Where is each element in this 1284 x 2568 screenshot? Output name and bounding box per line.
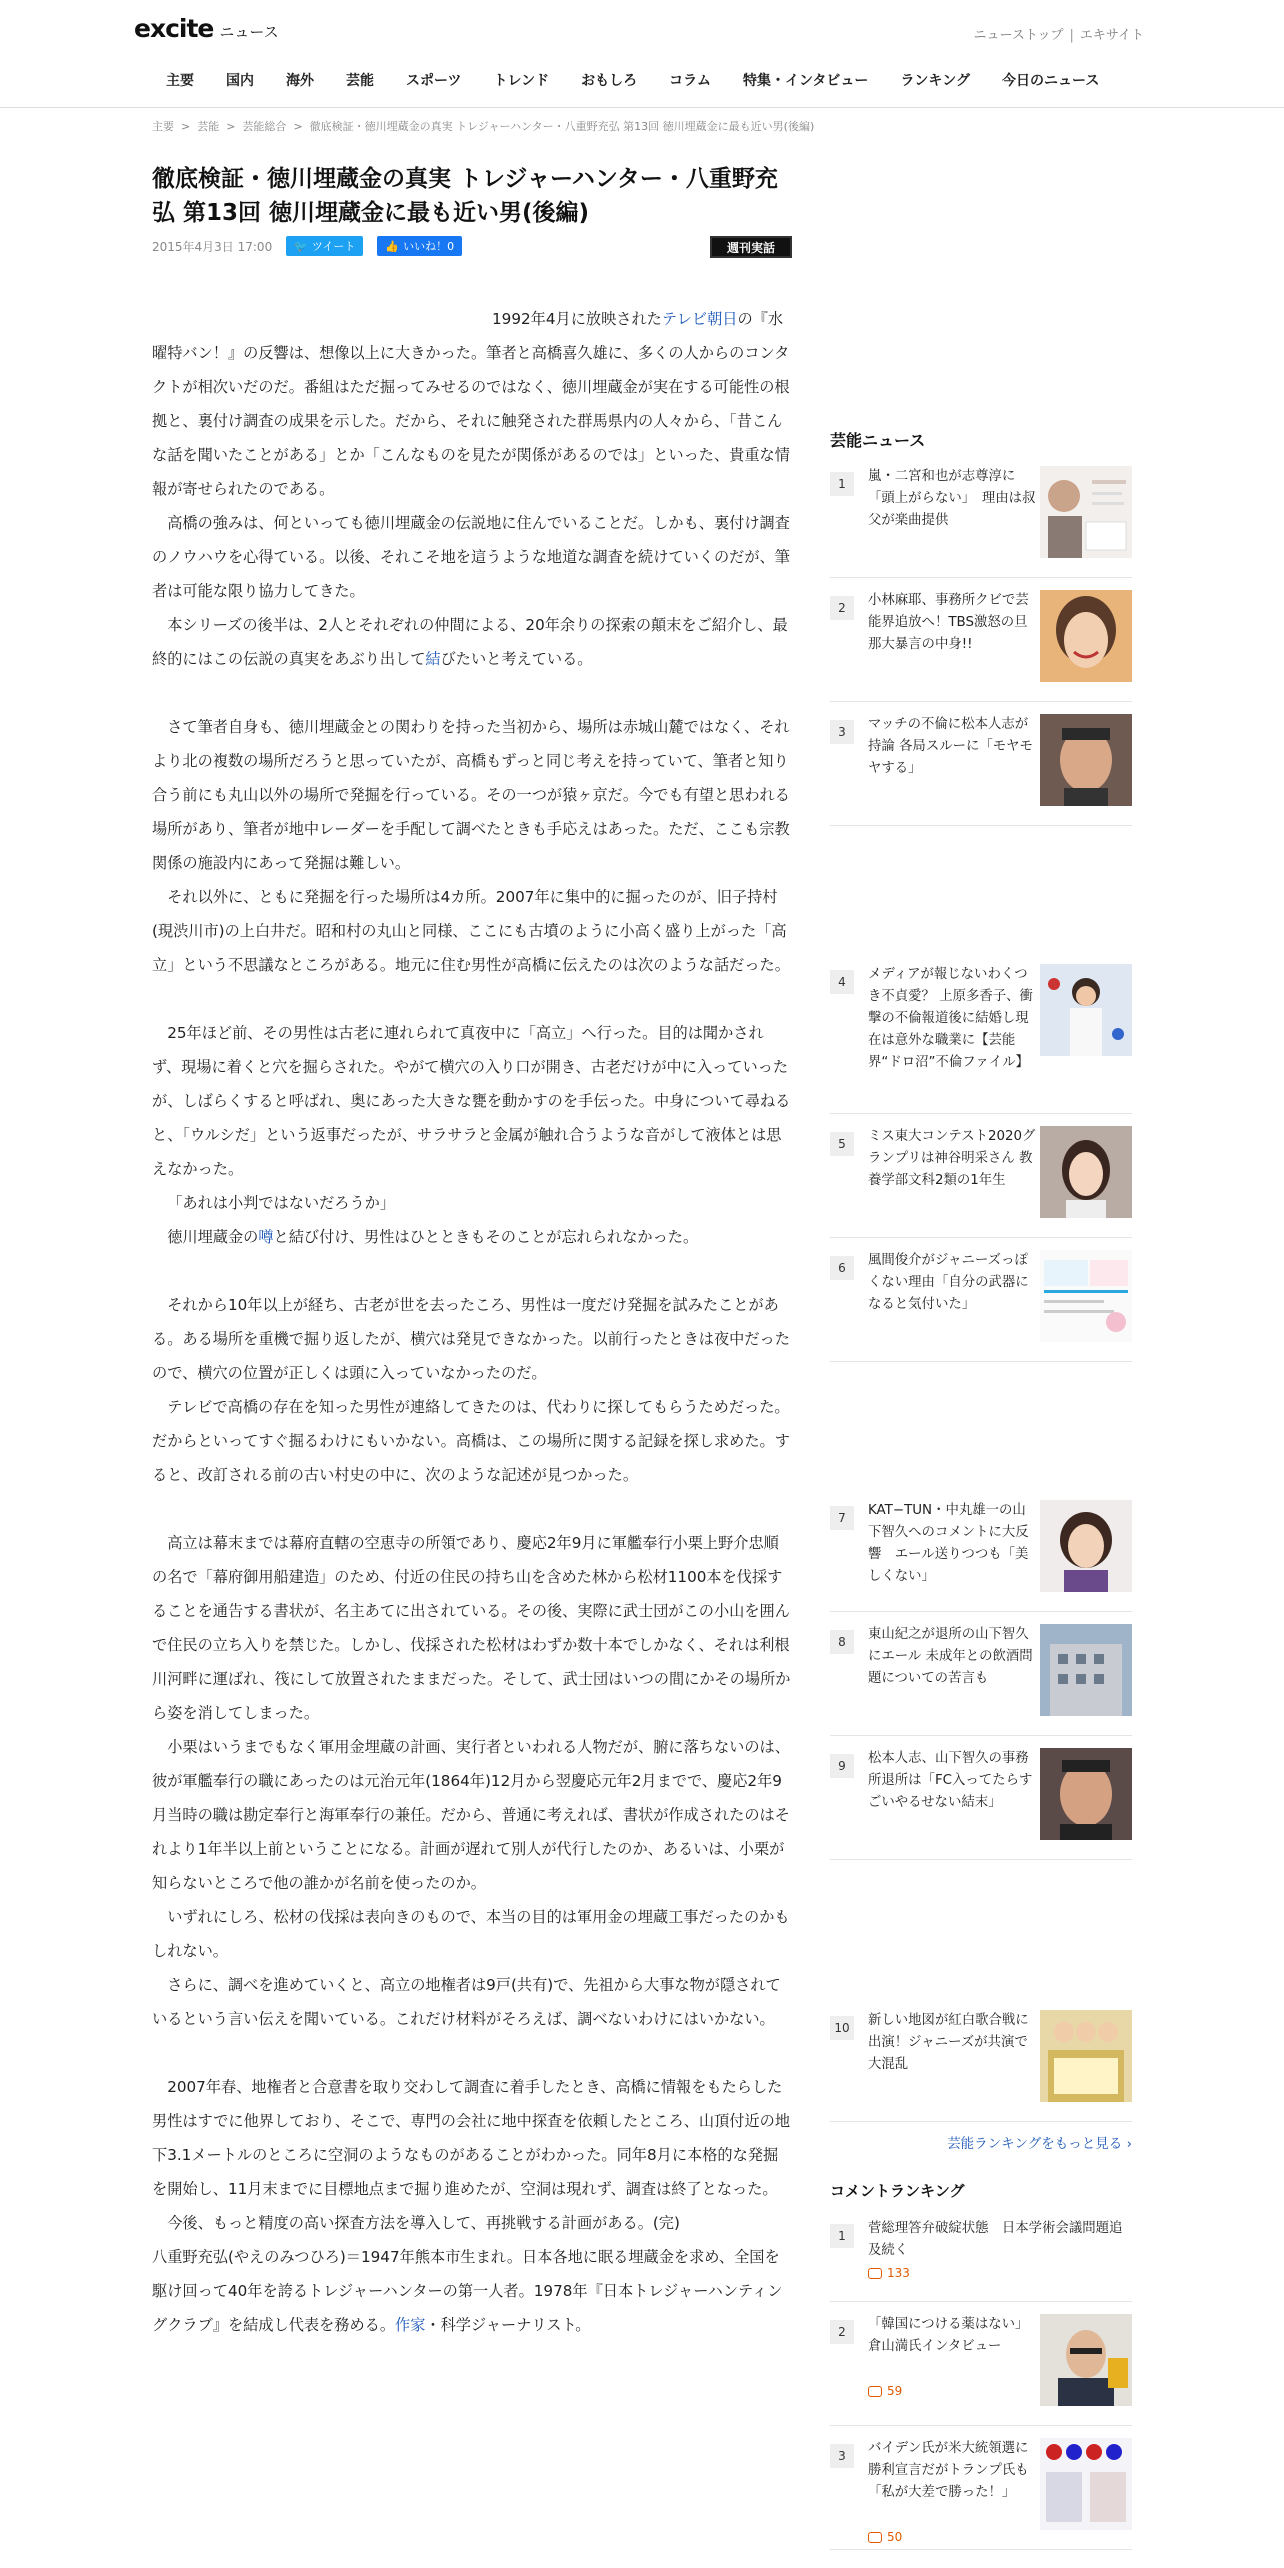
thumbnail-image: [1040, 964, 1132, 1056]
nav-item-sports[interactable]: スポーツ: [406, 73, 462, 89]
logo-brand: excite: [134, 14, 214, 43]
comment-rank-item[interactable]: [830, 2314, 1132, 2426]
rank-title: 嵐・二宮和也が志尊淳に「頭上がらない」 理由は叔父が楽曲提供: [868, 469, 1036, 528]
rank-title: マッチの不倫に松本人志が持論 各局スルーに「モヤモヤする」: [868, 717, 1033, 776]
rank-number: 8: [830, 1630, 854, 1654]
source-logo[interactable]: 週刊実話: [710, 236, 792, 258]
text: 八重野充弘(やえのみつひろ)＝1947年熊本市生まれ。日本各地に眠る埋蔵金を求め、全国を駆け回って40年を誇るトレジャーハンターの第一人者。1978年『日本トレジャーハンティングクラブ』を結成し代表を務める。: [152, 2248, 783, 2334]
paragraph: いずれにしろ、松材の伐採は表向きのもので、本当の目的は軍用金の埋蔵工事だったのかもしれない。: [152, 1908, 790, 1960]
rank-number: 4: [830, 970, 854, 994]
thumbnail-image: [1040, 1250, 1132, 1342]
chevron-right-icon: ›: [1126, 2136, 1132, 2152]
comment-count-value: 133: [887, 2266, 910, 2280]
rank-number: 3: [830, 720, 854, 744]
breadcrumb: [152, 118, 814, 134]
main-nav: [150, 70, 1115, 90]
nav-item-domestic[interactable]: 国内: [226, 73, 254, 89]
text: の『水曜特バン！』の反響は、想像以上に大きかった。筆者と高橋喜久雄に、多くの人からのコンタクトが相次いだのだ。番組はただ掘ってみせるのではなく、徳川埋蔵金が実在する可能性の根拠と、裏付け調査の成果を示した。だから、それに触発された群馬県内の人々から、「昔こんな話を聞いたことがある」とか「こんなものを見たが関係があるのでは」といった、貴重な情報が寄せられたのである。: [152, 310, 790, 498]
geino-rank-item[interactable]: [830, 1748, 1132, 1860]
breadcrumb-current: 徹底検証・徳川埋蔵金の真実 トレジャーハンター・八重野充弘 第13回 徳川埋蔵金に最も近い男(後編): [309, 120, 815, 133]
publish-date: 2015年4月3日 17:00: [152, 239, 273, 254]
rank-title: 「韓国につける薬はない」倉山満氏インタビュー: [868, 2317, 1029, 2354]
comment-count-value: 50: [887, 2530, 903, 2544]
rank-number: 3: [830, 2444, 854, 2468]
breadcrumb-item[interactable]: 芸能: [197, 120, 220, 133]
comment-bubble-icon: [868, 2386, 882, 2397]
thumbnail-image: [1040, 1748, 1132, 1840]
comment-count: [868, 2530, 902, 2544]
comment-count-value: 59: [887, 2384, 903, 2398]
nav-item-today[interactable]: 今日のニュース: [1002, 73, 1100, 89]
keyword-link[interactable]: 噂: [258, 1228, 274, 1246]
paragraph: [152, 1220, 792, 1254]
rank-number: 1: [830, 472, 854, 496]
text: 徳川埋蔵金の: [167, 1228, 259, 1246]
thumbnail-image: [1040, 1500, 1132, 1592]
paragraph: さて筆者自身も、徳川埋蔵金との関わりを持った当初から、場所は赤城山麓ではなく、それより北の複数の場所だろうと思っていたが、高橋もずっと同じ考えを持っていて、筆者と知り合う前にも丸山以外の場所で発掘を行っている。その一つが猿ヶ京だ。今でも有望と思われる場所があり、筆者が地中レーダーを手配して調べたときも手応えはあった。ただ、ここも宗教関係の施設内にあって発掘は難しい。: [152, 718, 790, 872]
nav-item-ranking[interactable]: ランキング: [900, 73, 971, 89]
site-header: [0, 0, 1284, 108]
rank-title: KAT−TUN・中丸雄一の山下智久へのコメントに大反響 エール送りつつも「美しくない」: [868, 1503, 1029, 1584]
thumbnail-image: [1040, 714, 1132, 806]
nav-item-interview[interactable]: 特集・インタビュー: [742, 73, 869, 89]
text: びたいと考えている。: [440, 650, 593, 668]
thumbnail-image: [1040, 2314, 1132, 2406]
more-geino-ranking-link[interactable]: [830, 2132, 1132, 2152]
geino-rank-item[interactable]: [830, 714, 1132, 826]
geino-rank-item[interactable]: [830, 1250, 1132, 1362]
nav-item-column[interactable]: コラム: [669, 73, 711, 89]
rank-number: 2: [830, 2320, 854, 2344]
news-top-link[interactable]: ニューストップ: [973, 28, 1064, 43]
comment-rank-item[interactable]: [830, 2438, 1132, 2550]
paragraph: 小栗はいうまでもなく軍用金埋蔵の計画、実行者といわれる人物だが、腑に落ちないのは、彼が軍艦奉行の職にあったのは元治元年(1864年)12月から翌慶応元年2月までで、慶応2年9月当時の職は勘定奉行と海軍奉行の兼任。だから、普通に考えれば、書状が作成されたのはそれより1年半以上前ということになる。計画が遅れて別人が代行したのか、あるいは、小栗が知らないところで他の誰かが名前を使ったのか。: [152, 1738, 790, 1892]
breadcrumb-item[interactable]: 芸能総合: [242, 120, 287, 133]
logo-news-label: ニュース: [219, 23, 279, 41]
geino-rank-item[interactable]: [830, 590, 1132, 702]
rank-title: 新しい地図が紅白歌合戦に出演！ジャニーズが共演で大混乱: [868, 2013, 1029, 2072]
geino-news-heading: 芸能ニュース: [830, 431, 926, 450]
geino-rank-item[interactable]: [830, 466, 1132, 578]
tweet-button[interactable]: [286, 236, 363, 256]
thumbnail-image: [1040, 466, 1132, 558]
rank-number: 1: [830, 2224, 854, 2248]
rank-title: 小林麻耶、事務所クビで芸能界追放へ！TBS激怒の旦那大暴言の中身!!: [868, 593, 1029, 652]
nav-item-funny[interactable]: おもしろ: [581, 73, 638, 89]
rank-title: 風間俊介がジャニーズっぽくない理由「自分の武器になると気付いた」: [868, 1253, 1029, 1312]
breadcrumb-item[interactable]: 主要: [152, 120, 174, 133]
comment-bubble-icon: [868, 2532, 882, 2543]
paragraph: さらに、調べを進めていくと、高立の地権者は9戸(共有)で、先祖から大事な物が隠されているという言い伝えを聞いている。これだけ材料がそろえば、調べないわけにはいかない。: [152, 1976, 781, 2028]
rank-number: 6: [830, 1256, 854, 1280]
breadcrumb-separator: >: [293, 120, 303, 133]
breadcrumb-separator: >: [226, 120, 236, 133]
paragraph: テレビで高橋の存在を知った男性が連絡してきたのは、代わりに探してもらうためだった。だからといってすぐ掘るわけにもいかない。高橋は、この場所に関する記録を探し求めた。すると、改訂される前の古い村史の中に、次のような記述が見つかった。: [152, 1398, 790, 1484]
comment-bubble-icon: [868, 2268, 882, 2279]
paragraph: それ以外に、ともに発掘を行った場所は4カ所。2007年に集中的に掘ったのが、旧子持村(現渋川市)の上白井だ。昭和村の丸山と同様、ここにも古墳のように小高く盛り上がった「高立」という不思議なところがある。地元に住む男性が高橋に伝えたのは次のような話だった。: [152, 888, 790, 974]
excite-link[interactable]: エキサイト: [1079, 28, 1144, 43]
rank-title: 菅総理答弁破綻状態 日本学術会議問題追及続く: [868, 2221, 1123, 2258]
comment-count: [868, 2384, 902, 2398]
rank-number: 7: [830, 1506, 854, 1530]
rank-number: 10: [830, 2016, 854, 2040]
thumbnail-image: [1040, 2438, 1132, 2530]
paragraph: 今後、もっと精度の高い探査方法を導入して、再挑戦する計画がある。(完): [167, 2214, 680, 2232]
paragraph: 高立は幕末までは幕府直轄の空恵寺の所領であり、慶応2年9月に軍艦奉行小栗上野介忠順の名で「幕府御用船建造」のため、付近の住民の持ち山を含めた林から松材1100本を伐採することを通告する書状が、名主あてに出されている。その後、実際に武士団がこの小山を囲んで住民の立ち入りを禁じた。しかし、伐採された松材はわずか数十本でしかなく、それは利根川河畔に運ばれ、筏にして放置されたままだった。そして、武士団はいつの間にかその場所から姿を消してしまった。: [152, 1534, 791, 1722]
rank-number: 2: [830, 596, 854, 620]
geino-rank-item[interactable]: [830, 1126, 1132, 1238]
text: ・科学ジャーナリスト。: [425, 2316, 591, 2334]
breadcrumb-separator: >: [181, 120, 191, 133]
nav-item-trend[interactable]: トレンド: [493, 73, 550, 89]
excite-logo[interactable]: [134, 14, 279, 48]
geino-rank-item[interactable]: [830, 1500, 1132, 1612]
like-button[interactable]: [377, 236, 462, 256]
paragraph: 高橋の強みは、何といっても徳川埋蔵金の伝説地に住んでいることだ。しかも、裏付け調査のノウハウを心得ている。以後、それこそ地を這うような地道な調査を続けていくのだが、筆者は可能な限り協力してきた。: [152, 514, 790, 600]
thumbnail-image: [1040, 1624, 1132, 1716]
paragraph: 25年ほど前、その男性は古老に連れられて真夜中に「高立」へ行った。目的は聞かされず、現場に着くと穴を掘らされた。やがて横穴の入り口が開き、古老だけが中に入っていったが、しばらくすると呼ばれ、奥にあった大きな甕を動かすのを手伝った。中身について尋ねると、「ウルシだ」という返事だったが、サラサラと金属が触れ合うような音がして液体とは思えなかった。: [152, 1024, 791, 1178]
paragraph: [152, 608, 792, 676]
article-meta: [152, 236, 792, 256]
article-title: 徹底検証・徳川埋蔵金の真実 トレジャーハンター・八重野充弘 第13回 徳川埋蔵金に最も近い男(後編): [152, 166, 778, 226]
paragraph: 2007年春、地権者と合意書を取り交わして調査に着手したとき、高橋に情報をもたらした男性はすでに他界しており、そこで、専門の会社に地中探査を依頼したところ、山頂付近の地下3.1メートルのところに空洞のようなものがあることがわかった。同年8月に本格的な発掘を開始し、11月末までに目標地点まで掘り進めたが、空洞は現れず、調査は終了となった。: [152, 2078, 791, 2198]
like-label: いいね！0: [403, 240, 455, 253]
comment-rank-item[interactable]: [830, 2218, 1132, 2302]
thumbnail-image: [1040, 1126, 1132, 1218]
rank-title: 松本人志、山下智久の事務所退所は「FC入ってたらすごいやるせない結末」: [868, 1751, 1033, 1810]
paragraph: それから10年以上が経ち、古老が世を去ったころ、男性は一度だけ発掘を試みたことがある。ある場所を重機で掘り返したが、横穴は発見できなかった。以前行ったときは夜中だったので、横穴の位置が正しくは頭に入っていなかったのだ。: [152, 1296, 790, 1382]
paragraph: 「あれは小判ではないだろうか」: [167, 1194, 395, 1212]
rank-title: バイデン氏が米大統領選に勝利宣言だがトランプ氏も「私が大差で勝った！」: [868, 2441, 1029, 2500]
nav-item-entertainment[interactable]: 芸能: [346, 73, 374, 89]
rank-number: 5: [830, 1132, 854, 1156]
tweet-label: ツイート: [311, 240, 356, 253]
text: 1992年4月に放映された: [492, 310, 662, 328]
comment-ranking-heading: コメントランキング: [830, 2182, 965, 2200]
thumbnail-image: [1040, 590, 1132, 682]
paragraph: [152, 302, 792, 506]
writer-link[interactable]: 作家: [395, 2316, 426, 2334]
rank-title: 東山紀之が退所の山下智久にエール 未成年との飲酒問題についての苦言も: [868, 1627, 1033, 1686]
geino-rank-item[interactable]: [830, 1624, 1132, 1736]
nav-item-overseas[interactable]: 海外: [286, 73, 314, 89]
author-profile: [152, 2240, 792, 2342]
top-links: [974, 24, 1144, 43]
article-body: [152, 302, 792, 2342]
thumbnail-image: [1040, 2010, 1132, 2102]
nav-item-main[interactable]: 主要: [166, 73, 194, 89]
geino-rank-item[interactable]: [830, 964, 1132, 1114]
text: と結び付け、男性はひとときもそのことが忘れられなかった。: [273, 1228, 699, 1246]
rank-title: メディアが報じないわくつき不貞愛？ 上原多香子、衝撃の不倫報道後に結婚し現在は意外な職業に【芸能界“ドロ沼”不倫ファイル】: [868, 967, 1033, 1070]
more-geino-label: 芸能ランキングをもっと見る: [947, 2136, 1123, 2152]
rank-number: 9: [830, 1754, 854, 1778]
comment-count: [868, 2266, 910, 2280]
rank-title: ミス東大コンテスト2020グランプリは神谷明采さん 教養学部文科2類の1年生: [868, 1129, 1036, 1188]
tv-asahi-link[interactable]: テレビ朝日: [661, 310, 738, 328]
thumbs-up-icon: 👍: [385, 239, 400, 253]
keyword-link[interactable]: 結: [425, 650, 441, 668]
geino-rank-item[interactable]: [830, 2010, 1132, 2122]
twitter-bird-icon: 🐦: [294, 239, 308, 253]
text: 本シリーズの後半は、2人とそれぞれの仲間による、20年余りの探索の顛末をご紹介し、最終的にはこの伝説の真実をあぶり出して: [152, 616, 788, 668]
top-link-separator: |: [1069, 28, 1074, 43]
